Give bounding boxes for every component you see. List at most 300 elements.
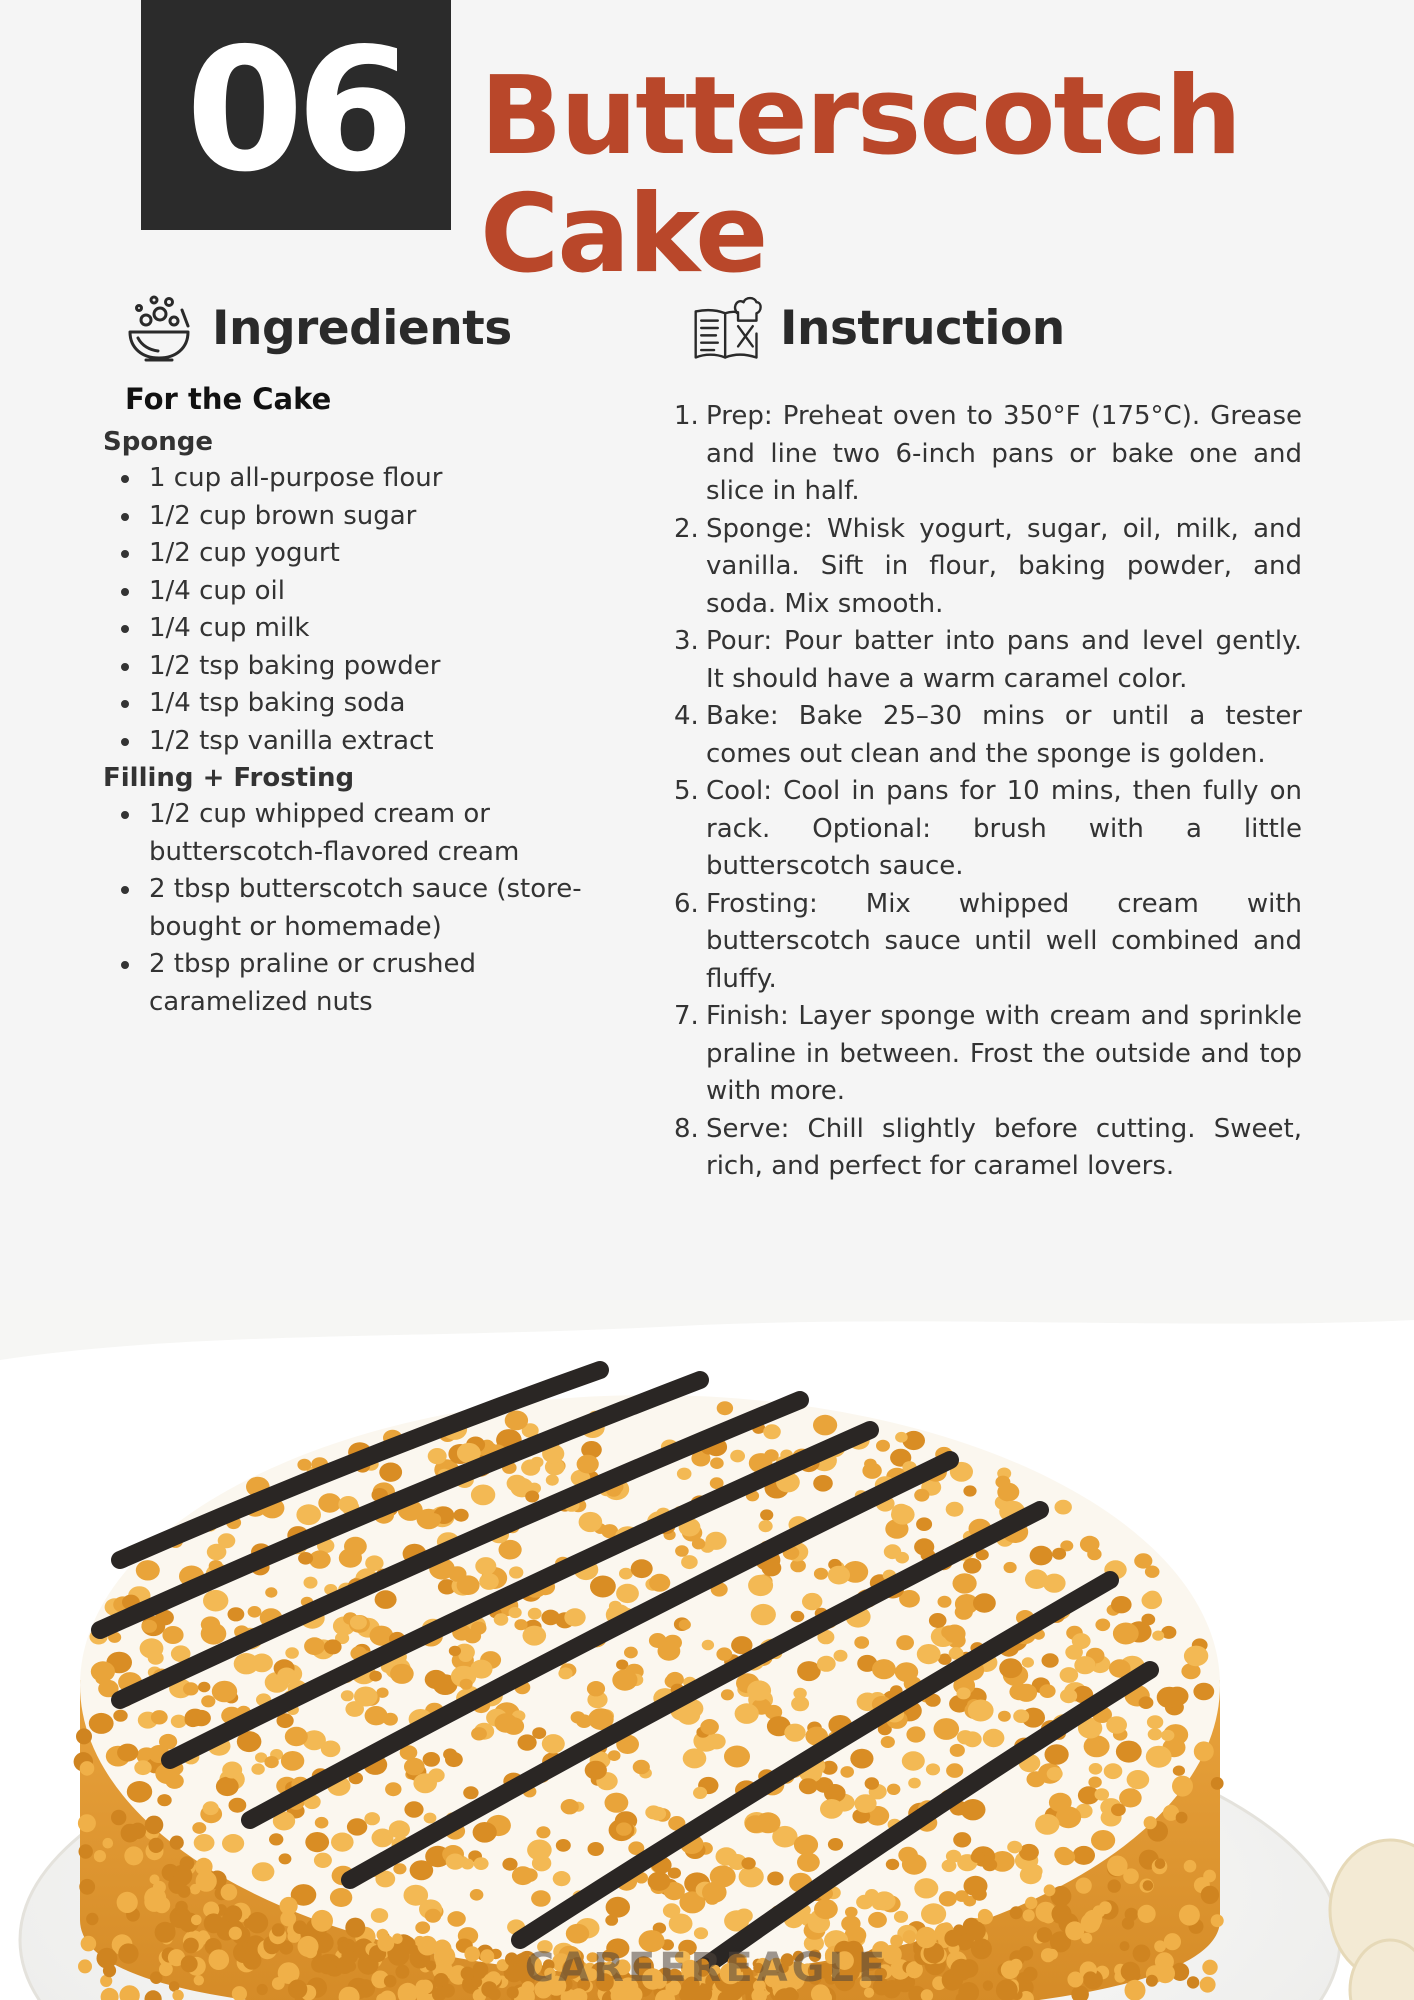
step-number: 2. (674, 513, 699, 544)
praline-piece (1030, 1546, 1053, 1566)
praline-piece (474, 1857, 489, 1870)
instruction-step (674, 623, 1302, 698)
praline-piece (1141, 1614, 1155, 1626)
praline-piece (471, 1485, 495, 1506)
praline-piece (1037, 1927, 1053, 1943)
praline-piece (117, 1892, 138, 1913)
praline-piece (404, 1758, 425, 1776)
praline-piece (894, 1911, 908, 1923)
praline-piece (385, 1782, 401, 1796)
praline-piece (759, 1520, 773, 1532)
praline-piece (791, 1611, 805, 1622)
praline-piece (649, 1633, 667, 1648)
praline-piece (389, 1820, 410, 1838)
praline-piece (145, 1816, 164, 1835)
praline-piece (616, 1584, 639, 1603)
praline-piece (941, 1625, 957, 1639)
praline-piece (961, 1799, 986, 1820)
praline-piece (134, 1760, 151, 1775)
instruction-step (674, 886, 1302, 999)
praline-piece (865, 1777, 879, 1789)
praline-piece (921, 1903, 946, 1924)
cake-photo (0, 1300, 1414, 2000)
praline-piece (998, 1711, 1011, 1722)
praline-piece (1088, 1777, 1101, 1788)
praline-piece (404, 1885, 429, 1906)
praline-piece (375, 1590, 397, 1609)
praline-piece (702, 1640, 714, 1651)
praline-piece (784, 1724, 805, 1742)
praline-piece (350, 1615, 367, 1629)
praline-piece (616, 1822, 632, 1835)
praline-piece (1111, 1804, 1126, 1817)
praline-piece (1172, 1776, 1193, 1797)
praline-piece (1095, 1619, 1110, 1632)
praline-piece (741, 1857, 755, 1869)
praline-piece (748, 1575, 773, 1596)
praline-piece (794, 1835, 818, 1856)
praline-piece (834, 1650, 848, 1662)
praline-piece (229, 1798, 247, 1813)
praline-piece (78, 1814, 96, 1832)
praline-piece (379, 1463, 402, 1482)
instruction-step (674, 998, 1302, 1111)
praline-piece (895, 1552, 909, 1564)
praline-piece (724, 1746, 750, 1768)
praline-piece (222, 1762, 242, 1779)
praline-piece (79, 1844, 93, 1858)
praline-piece (272, 1923, 285, 1936)
praline-piece (850, 1749, 873, 1769)
praline-piece (148, 1838, 163, 1853)
praline-piece (730, 1450, 745, 1463)
praline-piece (906, 1726, 925, 1742)
praline-piece (277, 1668, 296, 1684)
praline-piece (605, 1793, 629, 1813)
praline-piece (311, 1910, 333, 1932)
praline-piece (162, 1626, 183, 1644)
praline-piece (339, 1548, 362, 1568)
praline-piece (463, 1786, 478, 1799)
praline-piece (212, 1681, 237, 1703)
praline-piece (1007, 1841, 1022, 1854)
praline-piece (1145, 1566, 1160, 1578)
praline-piece (814, 1568, 828, 1580)
praline-piece (953, 1573, 977, 1593)
praline-piece (561, 1799, 579, 1814)
praline-piece (1211, 1914, 1224, 1927)
praline-piece (252, 1862, 275, 1881)
praline-piece (247, 1912, 268, 1933)
praline-piece (606, 1897, 630, 1918)
praline-piece (814, 1899, 838, 1919)
praline-piece (694, 1927, 708, 1939)
step-number: 7. (674, 1001, 699, 1031)
praline-piece (248, 1606, 262, 1618)
praline-piece (89, 1713, 114, 1734)
praline-piece (902, 1751, 925, 1771)
for-the-cake-subheading: For the Cake (125, 382, 332, 416)
praline-piece (735, 1703, 759, 1724)
praline-piece (296, 1504, 321, 1525)
praline-piece (556, 1839, 571, 1852)
praline-piece (566, 1924, 589, 1944)
praline-piece (523, 1626, 547, 1646)
praline-piece (79, 1879, 95, 1895)
praline-piece (868, 1912, 887, 1928)
praline-piece (1152, 1631, 1164, 1641)
praline-piece (1203, 1870, 1216, 1883)
praline-piece (553, 1871, 571, 1886)
praline-piece (410, 1860, 434, 1880)
praline-piece (914, 1489, 929, 1502)
praline-piece (298, 1552, 313, 1565)
praline-piece (978, 1910, 993, 1925)
praline-piece (521, 1459, 540, 1475)
praline-piece (1016, 1684, 1037, 1702)
praline-piece (111, 1810, 126, 1825)
praline-piece (1076, 1878, 1092, 1894)
praline-piece (222, 1834, 244, 1853)
praline-piece (886, 1859, 899, 1870)
praline-piece (1074, 1656, 1095, 1674)
praline-piece (479, 1573, 499, 1590)
praline-piece (377, 1929, 389, 1941)
step-text: Serve: Chill slightly before cutting. Sweet, rich, and perfect for caramel lovers. (706, 1113, 1302, 1181)
praline-piece (297, 1459, 311, 1471)
praline-piece (141, 1620, 157, 1633)
praline-piece (318, 1493, 341, 1512)
praline-piece (588, 1842, 604, 1856)
praline-piece (264, 1756, 278, 1768)
praline-piece (251, 1763, 264, 1774)
praline-piece (1161, 1730, 1174, 1741)
praline-piece (194, 1834, 215, 1852)
praline-piece (425, 1909, 441, 1923)
praline-piece (896, 1635, 914, 1650)
praline-piece (345, 1918, 365, 1938)
praline-piece (514, 1619, 527, 1630)
praline-piece (532, 1855, 551, 1871)
instruction-step (674, 398, 1302, 511)
step-text: Sponge: Whisk yogurt, sugar, oil, milk, and vanilla. Sift in flour, baking powder, and soda. Mix smooth. (706, 513, 1302, 619)
praline-piece (269, 1833, 283, 1845)
praline-piece (612, 1669, 637, 1690)
praline-piece (799, 1778, 818, 1794)
praline-piece (393, 1863, 406, 1874)
praline-piece (881, 1736, 895, 1748)
praline-piece (916, 1517, 932, 1531)
list-item: 1/4 cup oil (149, 573, 623, 611)
praline-piece (820, 1799, 843, 1819)
praline-piece (196, 1871, 217, 1892)
praline-piece (1087, 1548, 1101, 1560)
cake-illustration (0, 1300, 1414, 2000)
praline-piece (124, 1846, 143, 1865)
praline-piece (541, 1610, 559, 1626)
praline-piece (716, 1647, 732, 1660)
praline-piece (369, 1671, 382, 1682)
praline-piece (1027, 1864, 1043, 1878)
praline-piece (127, 1781, 152, 1803)
step-number: 4. (674, 701, 699, 731)
praline-piece (813, 1415, 837, 1436)
recipe-number-box (141, 0, 451, 230)
praline-piece (175, 1908, 187, 1920)
praline-piece (155, 1922, 176, 1943)
praline-piece (710, 1457, 724, 1469)
step-number: 5. (674, 776, 699, 806)
praline-piece (304, 1577, 318, 1589)
praline-piece (121, 1824, 140, 1843)
praline-piece (747, 1680, 771, 1700)
praline-piece (895, 1432, 908, 1443)
praline-piece (347, 1818, 367, 1835)
praline-piece (763, 1424, 781, 1439)
list-item: 1/2 tsp vanilla extract (149, 723, 623, 761)
praline-piece (876, 1440, 890, 1452)
praline-piece (330, 1888, 352, 1907)
praline-piece (856, 1895, 873, 1910)
praline-piece (279, 1853, 292, 1864)
praline-piece (968, 1700, 994, 1722)
praline-piece (207, 1544, 227, 1561)
praline-piece (648, 1872, 671, 1891)
recipe-title (480, 54, 1380, 297)
praline-piece (1184, 1860, 1197, 1873)
praline-piece (864, 1459, 877, 1470)
praline-piece (683, 1748, 707, 1768)
praline-piece (1060, 1667, 1079, 1683)
praline-piece (1144, 1816, 1157, 1829)
praline-piece (1035, 1814, 1059, 1835)
praline-piece (760, 1509, 773, 1520)
instructions-heading (692, 290, 1065, 366)
praline-piece (762, 1560, 782, 1577)
praline-piece (1013, 1709, 1029, 1723)
praline-piece (983, 1729, 1005, 1747)
praline-piece (471, 1727, 487, 1740)
praline-piece (542, 1734, 565, 1753)
praline-piece (692, 1538, 705, 1549)
praline-piece (502, 1858, 517, 1871)
praline-piece (203, 1590, 228, 1612)
praline-piece (953, 1832, 971, 1847)
praline-piece (1155, 1858, 1166, 1869)
praline-piece (305, 1832, 329, 1852)
praline-piece (345, 1701, 364, 1717)
praline-piece (157, 1794, 171, 1806)
praline-piece (546, 1475, 559, 1486)
praline-piece (94, 1850, 106, 1862)
praline-piece (76, 1728, 92, 1744)
list-item: 2 tbsp butterscotch sauce (store-bought or homemade) (149, 871, 609, 946)
praline-piece (745, 1815, 766, 1833)
praline-piece (579, 1512, 603, 1532)
praline-piece (423, 1752, 440, 1767)
praline-piece (201, 1623, 227, 1645)
praline-piece (528, 1608, 542, 1620)
praline-piece (86, 1913, 98, 1925)
praline-piece (413, 1773, 437, 1793)
praline-piece (946, 1850, 961, 1863)
praline-piece (1123, 1868, 1139, 1884)
praline-piece (950, 1744, 965, 1757)
praline-piece (710, 1865, 736, 1887)
praline-piece (917, 1644, 941, 1664)
praline-piece (1091, 1830, 1115, 1851)
praline-piece (845, 1907, 858, 1918)
praline-piece (532, 1727, 546, 1739)
praline-piece (571, 1711, 586, 1723)
praline-piece (522, 1868, 538, 1882)
praline-piece (669, 1914, 693, 1934)
praline-piece (802, 1593, 822, 1610)
instructions-section (674, 398, 1302, 1186)
praline-piece (1042, 1653, 1059, 1668)
praline-piece (203, 1801, 219, 1815)
praline-piece (376, 1688, 388, 1698)
praline-piece (903, 1930, 917, 1944)
praline-piece (1010, 1906, 1023, 1919)
praline-piece (251, 1654, 273, 1673)
praline-piece (1111, 1596, 1132, 1613)
praline-piece (151, 1710, 168, 1724)
praline-piece (767, 1872, 783, 1886)
praline-piece (872, 1898, 886, 1910)
praline-piece (117, 1744, 138, 1762)
step-number: 6. (674, 888, 699, 919)
praline-piece (103, 1838, 114, 1849)
praline-piece (739, 1866, 764, 1887)
praline-piece (926, 1763, 940, 1775)
praline-piece (427, 1513, 442, 1525)
praline-piece (1146, 1746, 1172, 1768)
praline-piece (144, 1892, 164, 1912)
ingredient-group-title: Filling + Frosting (103, 763, 355, 793)
praline-piece (946, 1763, 963, 1778)
praline-piece (228, 1607, 245, 1621)
praline-piece (221, 1884, 238, 1901)
praline-piece (473, 1822, 497, 1843)
praline-piece (633, 1760, 650, 1775)
praline-piece (891, 1505, 915, 1525)
praline-piece (1104, 1763, 1123, 1779)
praline-piece (1193, 1683, 1214, 1701)
praline-piece (872, 1659, 896, 1679)
praline-piece (265, 1587, 277, 1597)
praline-piece (1147, 1715, 1163, 1729)
list-item: 1/2 cup brown sugar (149, 498, 623, 536)
praline-piece (649, 1574, 670, 1592)
praline-piece (999, 1658, 1022, 1678)
praline-piece (505, 1411, 528, 1431)
praline-piece (457, 1575, 480, 1595)
praline-piece (1143, 1880, 1154, 1891)
praline-piece (608, 1750, 621, 1761)
list-item: 1/2 cup yogurt (149, 535, 623, 573)
praline-piece (1022, 1657, 1034, 1667)
praline-piece (1138, 1905, 1156, 1923)
praline-piece (587, 1681, 605, 1696)
praline-piece (1108, 1879, 1121, 1892)
praline-piece (225, 1905, 242, 1922)
praline-piece (315, 1817, 329, 1829)
praline-piece (1055, 1500, 1072, 1515)
step-text: Pour: Pour batter into pans and level gently. It should have a warm caramel color. (706, 626, 1302, 694)
praline-piece (525, 1491, 539, 1503)
praline-piece (1095, 1788, 1110, 1800)
praline-piece (371, 1908, 388, 1923)
praline-piece (828, 1566, 850, 1585)
praline-piece (902, 1854, 927, 1875)
step-text: Prep: Preheat oven to 350°F (175°C). Grease and line two 6-inch pans or bake one and slice in half. (706, 401, 1302, 506)
praline-piece (365, 1555, 383, 1571)
praline-piece (675, 1545, 689, 1557)
praline-piece (280, 1911, 296, 1927)
praline-piece (1144, 1591, 1160, 1605)
praline-piece (1166, 1687, 1189, 1706)
praline-piece (934, 1718, 960, 1740)
praline-piece (536, 1826, 550, 1838)
praline-piece (631, 1559, 653, 1578)
praline-piece (840, 1766, 854, 1778)
praline-piece (415, 1921, 430, 1934)
praline-piece (1089, 1763, 1103, 1775)
praline-piece (216, 1777, 239, 1796)
praline-piece (1201, 1886, 1219, 1904)
instruction-step (674, 698, 1302, 773)
praline-piece (854, 1636, 869, 1649)
praline-piece (509, 1566, 523, 1578)
praline-piece (171, 1715, 187, 1728)
praline-piece (192, 1822, 206, 1834)
praline-piece (681, 1555, 698, 1569)
praline-piece (564, 1608, 585, 1626)
praline-piece (383, 1713, 398, 1726)
praline-piece (558, 1667, 572, 1679)
praline-piece (314, 1853, 332, 1868)
instruction-step (674, 511, 1302, 624)
praline-piece (185, 1713, 202, 1727)
praline-piece (966, 1921, 985, 1940)
praline-piece (1211, 1777, 1224, 1790)
praline-piece (508, 1607, 521, 1618)
list-item: 1/4 cup milk (149, 610, 623, 648)
praline-piece (1116, 1741, 1142, 1763)
praline-piece (828, 1838, 843, 1851)
praline-piece (1179, 1905, 1200, 1926)
praline-piece (963, 1558, 981, 1574)
recipe-title-line-1: Butterscotch (480, 54, 1241, 179)
praline-piece (624, 1647, 638, 1659)
praline-piece (1054, 1847, 1072, 1862)
recipe-number: 06 (185, 12, 407, 210)
praline-piece (1148, 1728, 1162, 1740)
praline-piece (475, 1557, 496, 1575)
praline-piece (198, 1682, 210, 1693)
praline-piece (464, 1629, 481, 1644)
step-text: Frosting: Mix whipped cream with butterscotch sauce until well combined and fluffy. (706, 888, 1302, 994)
praline-piece (721, 1689, 734, 1700)
praline-piece (957, 1730, 974, 1744)
praline-piece (1025, 1897, 1037, 1909)
praline-piece (650, 1807, 666, 1821)
list-item: 1 cup all-purpose flour (149, 460, 623, 498)
praline-piece (91, 1661, 115, 1682)
praline-piece (191, 1915, 202, 1926)
praline-piece (700, 1719, 719, 1735)
